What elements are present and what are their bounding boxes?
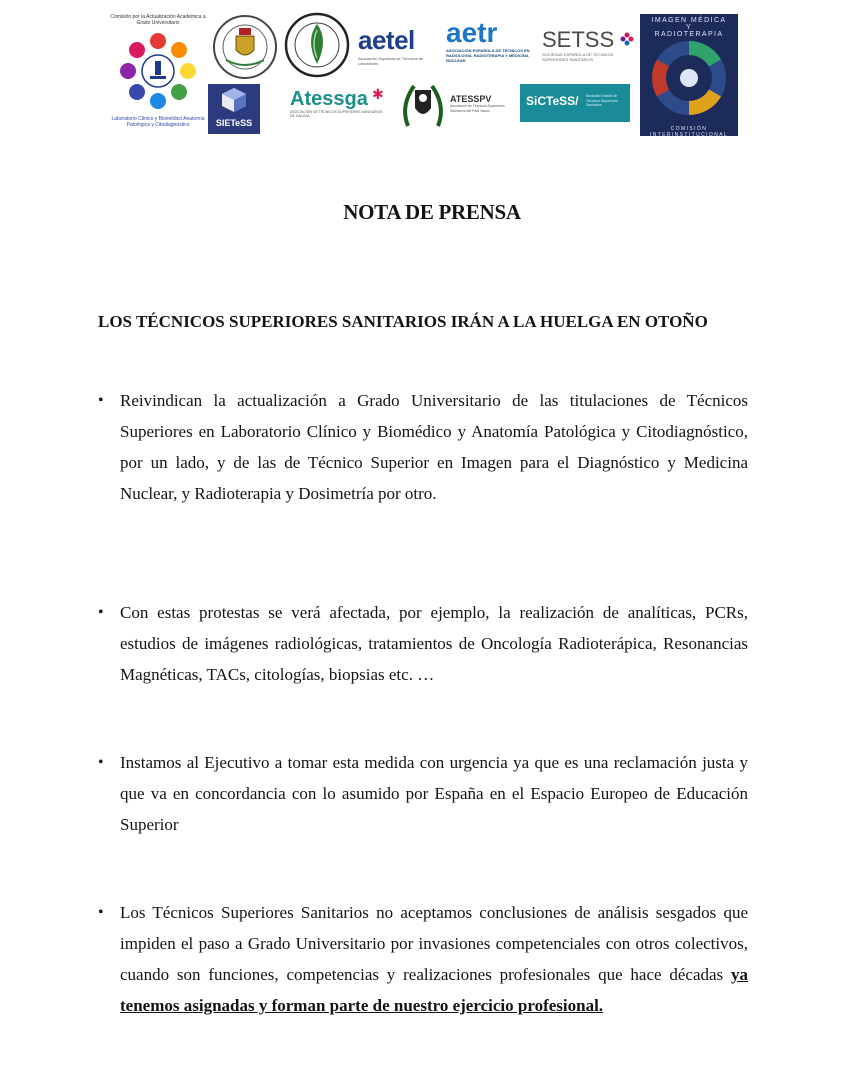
list-item-text: Con estas protestas se verá afectada, por ejemplo, la realización de analíticas, PCRs, estudios de imágenes radiológicas, tratamientos de Oncología Radioterápica, Resonancias Magnéticas, TACs, citologías, biopsias etc. … xyxy=(120,603,748,684)
imagen-medica-logo xyxy=(640,14,738,136)
asterisk-icon: ✱ xyxy=(372,86,384,102)
sictess-name: SiCTeSS/ xyxy=(526,94,579,108)
cross-plus-icon xyxy=(620,32,634,46)
list-item xyxy=(98,385,748,509)
bullet-icon: • xyxy=(98,754,104,771)
sictess-logo xyxy=(520,84,630,122)
crest-seal-logo xyxy=(212,14,278,80)
atessga-logo xyxy=(290,88,386,120)
list-item xyxy=(98,897,748,1021)
imagen-footer: COMISIÓN INTERINSTITUCIONAL xyxy=(649,126,729,136)
imagen-title: IMAGEN MÉDICA Y RADIOTERAPIA xyxy=(651,17,727,38)
people-circle-icon xyxy=(116,28,200,114)
aetr-logo xyxy=(446,18,536,78)
sictess-subtitle: Sindicato Estatal de Técnicos Superiores Sanitarios xyxy=(586,94,618,107)
atessga-subtitle: ASOCIACIÓN DE TÉCNICOS SUPERIORES SANITARIOS DE GALICIA xyxy=(290,110,383,118)
atesspv-subtitle: Asociación de Técnicos Superiores Sanitarios del País Vasco xyxy=(450,104,505,113)
bullet-icon: • xyxy=(98,904,104,921)
bullet-icon: • xyxy=(98,392,104,409)
logo-strip xyxy=(0,0,864,160)
cita-top-text: Comisión por la Actualización Académica a Grado Universitario xyxy=(110,14,206,26)
setss-logo xyxy=(542,28,634,78)
crest-seal-icon xyxy=(212,14,278,80)
list-item-text: Instamos al Ejecutivo a tomar esta medida con urgencia ya que es una reclamación justa y que va en concordancia con lo asumido por España en el Espacio Europeo de Educación Superior xyxy=(120,753,748,834)
atesspv-name: ATESSPV xyxy=(450,94,492,104)
emphasized-text: ya tenemos asignadas y forman parte de nuestro ejercicio profesional. xyxy=(120,965,748,1015)
atesspv-shield-logo xyxy=(400,80,446,132)
aetr-name: aetr xyxy=(446,17,498,48)
list-item xyxy=(98,747,748,840)
list-item-text: Reivindican la actualización a Grado Universitario de las titulaciones de Técnicos Superiores en Laboratorio Clínico y Biomédico y Anatomía Patológica y Citodiagnóstico, por un lado, y de las de Técnico Superior en Imagen para el Diagnóstico y Medicina Nuclear, y Radioterapia y Dosimetría por otro. xyxy=(120,391,748,503)
green-seal-logo xyxy=(284,12,350,78)
list-item-body: Los Técnicos Superiores Sanitarios no aceptamos conclusiones de análisis sesgados que impiden el paso a Grado Universitario por invasiones competenciales con otros colectivos, cuando son funciones, competencias y realizaciones profesionales que hace décadas xyxy=(120,903,748,984)
comision-laboratorio-logo xyxy=(110,14,206,142)
setss-name: SETSS xyxy=(542,27,615,52)
page-title: NOTA DE PRENSA xyxy=(343,200,521,224)
setss-subtitle: SOCIEDAD ESPAÑOLA DE TÉCNICOS SUPERIORES SANITARIOS xyxy=(542,52,614,62)
press-headline: LOS TÉCNICOS SUPERIORES SANITARIOS IRÁN A LA HUELGA EN OTOÑO xyxy=(98,312,708,331)
green-seal-icon xyxy=(284,12,350,78)
cita-bottom-text: Laboratorio Clínico y Biomédico Anatomía Patológica y Citodiagnóstico xyxy=(111,116,205,128)
bullet-icon: • xyxy=(98,604,104,621)
aetel-subtitle: Asociación Española de Técnicos de Laboratorio xyxy=(358,56,424,66)
sietess-name: SIETeSS xyxy=(215,118,253,128)
aetr-subtitle: ASOCIACIÓN ESPAÑOLA DE TÉCNICOS EN RADIOLOGÍA, RADIOTERAPIA Y MEDICINA NUCLEAR xyxy=(446,48,530,63)
sietess-logo xyxy=(208,84,260,134)
laurel-shield-icon xyxy=(400,80,446,132)
atesspv-logo xyxy=(450,94,510,128)
atessga-name: Atessga xyxy=(290,88,368,110)
list-item-text xyxy=(120,897,748,1021)
list-item xyxy=(98,597,748,690)
aetel-name: aetel xyxy=(358,25,415,55)
cube-icon xyxy=(208,84,260,118)
aetel-logo xyxy=(358,26,438,74)
